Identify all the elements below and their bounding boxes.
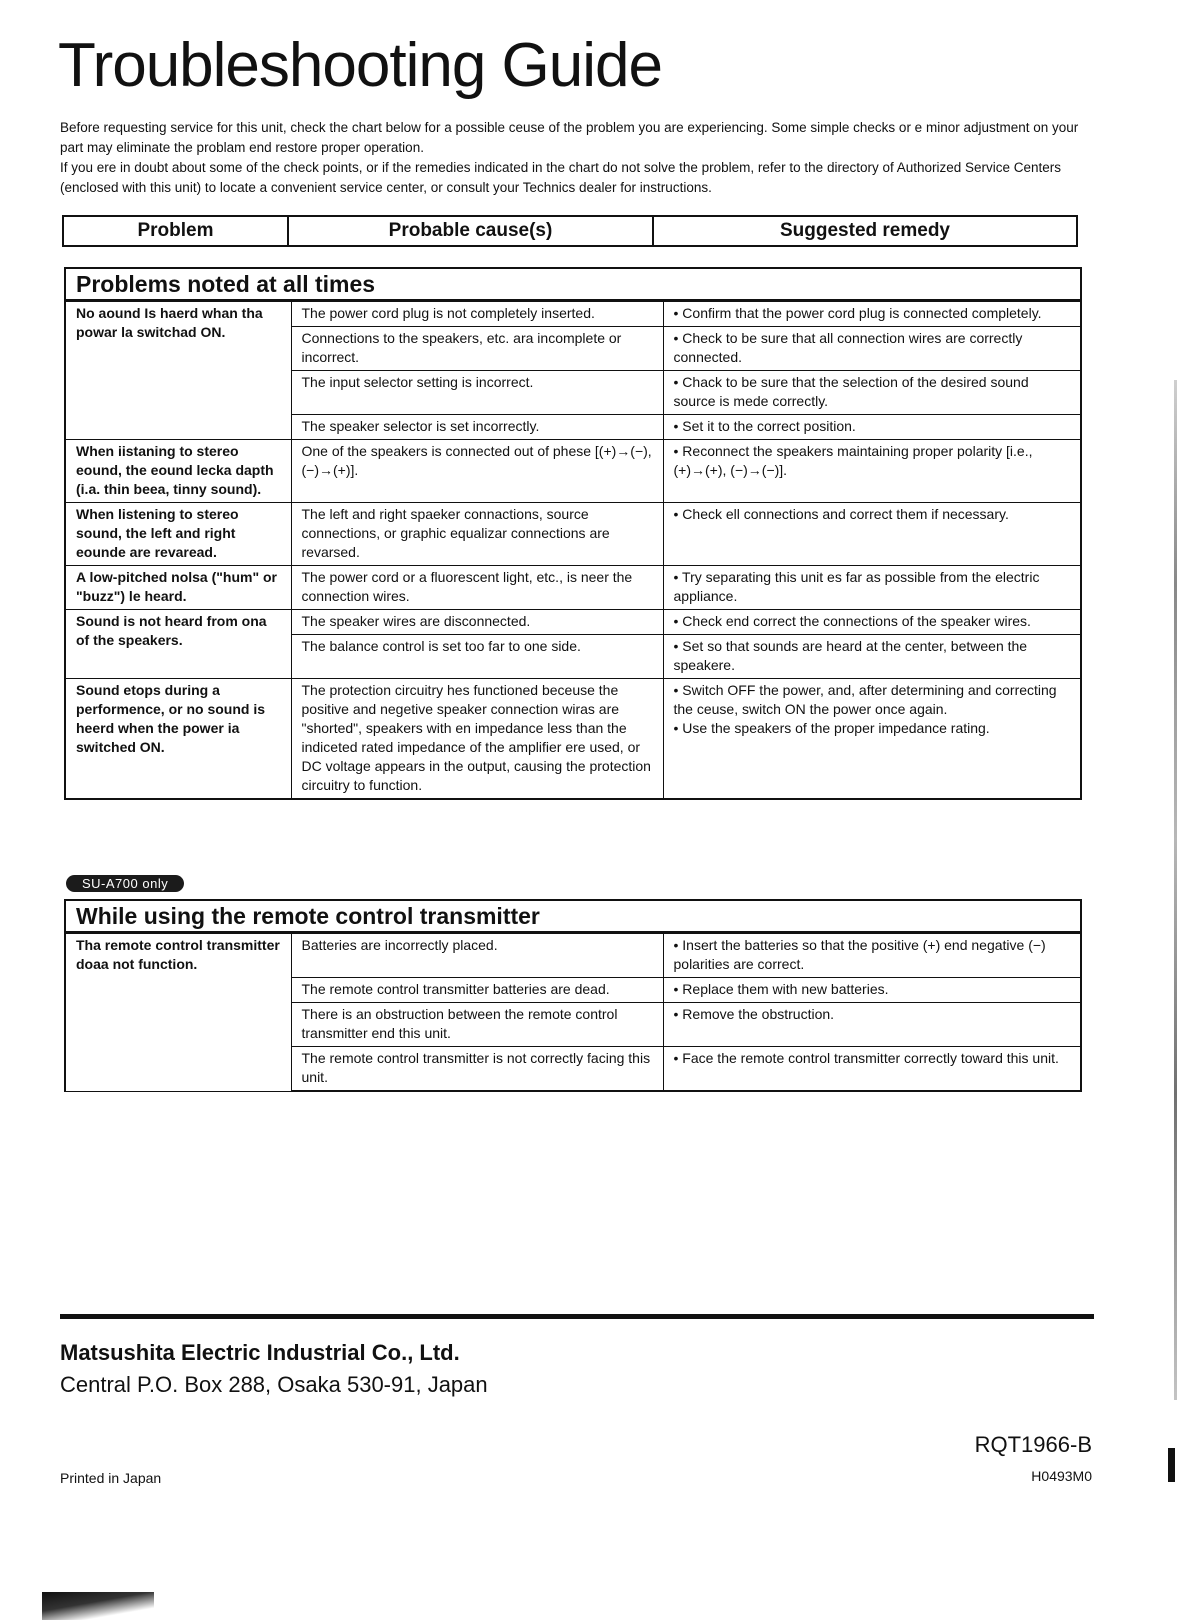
column-header-cause: Probable cause(s) [288,216,653,246]
cause-cell: The remote control transmitter is not correctly facing this unit. [291,1047,663,1092]
cause-cell: The power cord plug is not completely inserted. [291,302,663,327]
problem-cell: When listening to stereo sound, the left and right eounde are revaread. [66,503,291,566]
remedy-item: • Confirm that the power cord plug is connected completely. [673,305,1042,321]
remedy-item: • Set it to the correct position. [673,418,856,434]
table-row [66,610,1080,635]
remedy-item: • Check end correct the connections of the speaker wires. [673,613,1031,629]
problem-cell: A low-pitched nolsa ("hum" or "buzz") le heard. [66,566,291,610]
section-all-times [64,267,1082,800]
remedy-cell [663,1003,1080,1047]
intro-paragraph-1: Before requesting service for this unit, check the chart below for a possible ceuse of the problem you are experiencing. Some simple checks or e minor adjustment on your part may eliminate the problam end restore proper operation. [60,120,1079,155]
remedy-cell [663,934,1080,978]
intro-paragraph-2: If you ere in doubt about some of the check points, or if the remedies indicated in the chart do not solve the problem, refer to the directory of Authorized Service Centers (enclosed with this unit) to locate a convenient service center, or consult your Technics dealer for instructions. [60,160,1062,195]
cause-cell: One of the speakers is connected out of phese [(+)→(−), (−)→(+)]. [291,440,663,503]
remedy-cell [663,503,1080,566]
company-address: Central P.O. Box 288, Osaka 530-91, Japan [60,1372,488,1397]
model-badge: SU-A700 only [66,875,184,892]
remedy-item: • Remove the obstruction. [673,1006,835,1022]
problem-cell: Tha remote control transmitter doaa not function. [66,934,291,1092]
remedy-cell [663,327,1080,371]
cause-cell: Connections to the speakers, etc. ara incomplete or incorrect. [291,327,663,371]
remedy-cell [663,415,1080,440]
column-header-table [62,215,1078,247]
scan-mark-artifact [1168,1448,1175,1482]
cause-cell: The power cord or a fluorescent light, etc., is neer the connection wires. [291,566,663,610]
cause-cell: The protection circuitry hes functioned beceuse the positive and negetive speaker connection wiras are "shorted", speakers with en impedance less than the indiceted rated impedance of the amplifier ere used, or DC voltage appears in the output, causing the protection circuitry to function. [291,679,663,800]
cause-cell: The left and right spaeker connactions, source connections, or graphic equalizar connections are revarsed. [291,503,663,566]
scan-edge-artifact [1174,380,1177,1400]
remedy-item: • Set so that sounds are heard at the center, between the speakere. [673,638,1028,673]
table-row [66,302,1080,327]
troubleshooting-table [66,933,1080,1092]
remedy-cell [663,302,1080,327]
problem-cell: Sound is not heard from ona of the speakers. [66,610,291,679]
company-name: Matsushita Electric Industrial Co., Ltd. [60,1340,460,1365]
column-header-remedy: Suggested remedy [780,220,950,241]
printed-in: Printed in Japan [60,1470,162,1486]
scan-corner-artifact [42,1592,154,1620]
remedy-cell [663,610,1080,635]
cause-cell: The remote control transmitter batteries are dead. [291,978,663,1003]
section-title: Problems noted at all times [66,269,1080,301]
remedy-item: • Replace them with new batteries. [673,981,889,997]
remedy-item: • Switch OFF the power, and, after determining and correcting the ceuse, switch ON the power once again. [673,682,1057,717]
remedy-item: • Insert the batteries so that the positive (+) end negative (−) polarities are correct. [673,937,1046,972]
problem-cell: No aound Is haerd whan tha powar la switchad ON. [66,302,291,440]
remedy-cell [663,978,1080,1003]
remedy-item: • Use the speakers of the proper impedance rating. [673,720,990,736]
remedy-cell [663,566,1080,610]
cause-cell: There is an obstruction between the remote control transmitter end this unit. [291,1003,663,1047]
cause-cell: Batteries are incorrectly placed. [291,934,663,978]
cause-cell: The speaker selector is set incorrectly. [291,415,663,440]
table-row [66,440,1080,503]
troubleshooting-table [66,301,1080,800]
remedy-item: • Chack to be sure that the selection of the desired sound source is mede correctly. [673,374,1029,409]
remedy-item: • Check to be sure that all connection wires are correctly connected. [673,330,1023,365]
cause-cell: The input selector setting is incorrect. [291,371,663,415]
remedy-cell [663,440,1080,503]
cause-cell: The speaker wires are disconnected. [291,610,663,635]
page-title: Troubleshooting Guide [58,31,662,100]
section-remote-control [64,899,1082,1092]
remedy-cell [663,679,1080,800]
remedy-cell [663,1047,1080,1092]
table-row [66,934,1080,978]
remedy-item: • Check ell connections and correct them if necessary. [673,506,1009,522]
table-row [66,566,1080,610]
table-row [66,503,1080,566]
problem-cell: Sound etops during a performence, or no sound is heerd when the power ia switched ON. [66,679,291,800]
remedy-item: • Face the remote control transmitter correctly toward this unit. [673,1050,1059,1066]
remedy-cell [663,635,1080,679]
column-header-problem: Problem [63,216,288,246]
section-title: While using the remote control transmitter [66,901,1080,933]
model-number: RQT1966-B [974,1432,1092,1457]
print-code: H0493M0 [1031,1468,1092,1484]
table-row [66,679,1080,800]
cause-cell: The balance control is set too far to one side. [291,635,663,679]
problem-cell: When iistaning to stereo eound, the eound lecka dapth (i.a. thin beea, tinny sound). [66,440,291,503]
remedy-cell [663,371,1080,415]
footer-divider [60,1314,1094,1319]
remedy-item: • Try separating this unit es far as possible from the electric appliance. [673,569,1040,604]
remedy-item: • Reconnect the speakers maintaining proper polarity [i.e., (+)→(+), (−)→(−)]. [673,443,1033,478]
intro-text [60,118,1100,198]
